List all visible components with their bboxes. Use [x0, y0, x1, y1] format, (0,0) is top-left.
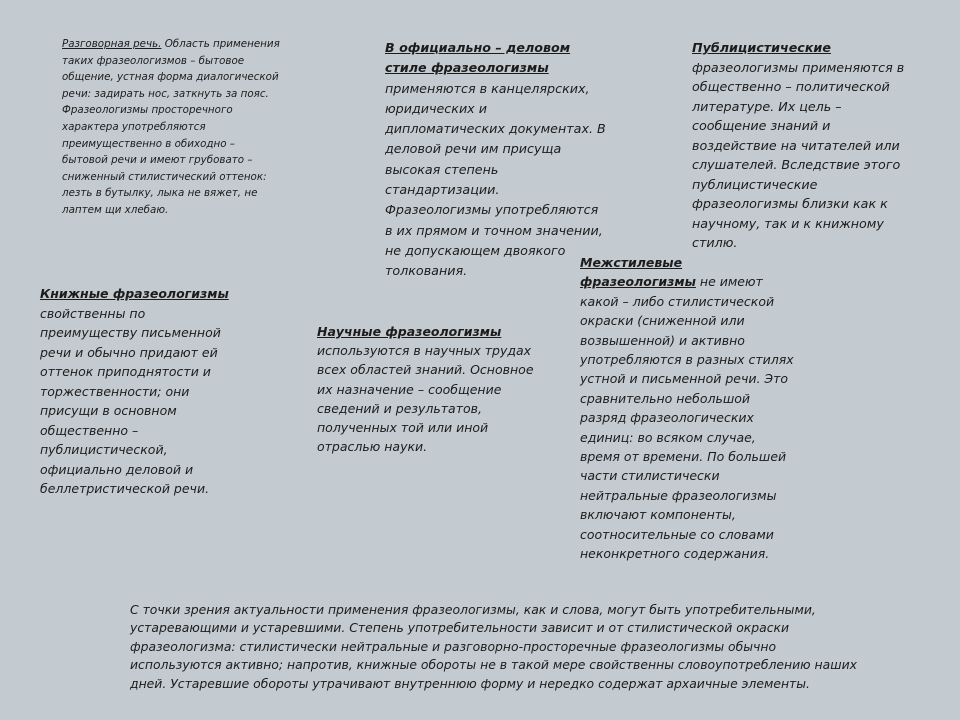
- interstyle-block: [580, 253, 794, 564]
- interstyle-body: не имеют какой – либо стилистической окраски (сниженной или возвышенной) и активно употребляются в разных стилях устной и письменной речи. Это сравнительно небольшой разряд фразеологических единиц: во всяком случае, время от времени. По большей части стилистически нейтральные фразеологизмы включают компоненты, соотносительные со словами неконкретного содержания.: [580, 274, 794, 562]
- colloquial-speech-block: [62, 36, 284, 219]
- scientific-heading: Научные фразеологизмы: [317, 324, 502, 339]
- official-business-block: [385, 38, 607, 282]
- colloquial-heading: Разговорная речь.: [62, 38, 162, 50]
- bookish-body: свойственны по преимуществу письменной речи и обычно придают ей оттенок приподнятости и торжественности; они присущи в основном общественно – публицистической, официально деловой и беллетристической речи.: [40, 305, 221, 496]
- summary-body: С точки зрения актуальности применения фразеологизмы, как и слова, могут быть употребительными, устаревающими и устаревшими. Степень употребительности зависит и от стилистической окраски фразеологизма: стилистически нейтральные и разговорно-просторечные фразеологизмы обычно используются активно; напротив, книжные обороты не в такой мере свойственны словоупотреблению наших дней. Устаревшие обороты утрачивают внутреннюю форму и нередко содержат архаичные элементы.: [130, 602, 857, 691]
- summary-block: [130, 601, 865, 693]
- scientific-body: используются в научных трудах всех областей знаний. Основное их назначение – сообщение сведений и результатов, полученных той или иной отраслью науки.: [317, 343, 534, 455]
- colloquial-body: Область применения таких фразеологизмов – бытовое общение, устная форма диалогической речи: задирать нос, заткнуть за пояс. Фразеологизмы просторечного характера употребляются преимущественно в обиходно – бытовой речи и имеют грубовато – сниженный стилистический оттенок: лезть в бутылку, лыка не вяжет, не лаптем щи хлебаю.: [62, 38, 280, 216]
- publicistic-block: [692, 38, 910, 253]
- publicistic-body: фразеологизмы применяются в общественно – политической литературе. Их цель – сообщение знаний и воздействие на читателей или слушателей. Вследствие этого публицистические фразеологизмы близки как к научному, так и к книжному стилю.: [692, 59, 905, 250]
- official-body: применяются в канцелярских, юридических и дипломатических документах. В деловой речи им присуща высокая степень стандартизации. Фразеологизмы употребляются в их прямом и точном значении, не допускающем двоякого толкования.: [385, 80, 606, 279]
- bookish-heading: Книжные фразеологизмы: [40, 286, 229, 301]
- bookish-block: [40, 284, 240, 499]
- interstyle-heading: Межстилевые фразеологизмы: [580, 255, 696, 290]
- official-heading: В официально – деловом стиле фразеологизмы: [385, 40, 571, 76]
- scientific-block: [317, 322, 539, 456]
- publicistic-heading: Публицистические: [692, 40, 831, 55]
